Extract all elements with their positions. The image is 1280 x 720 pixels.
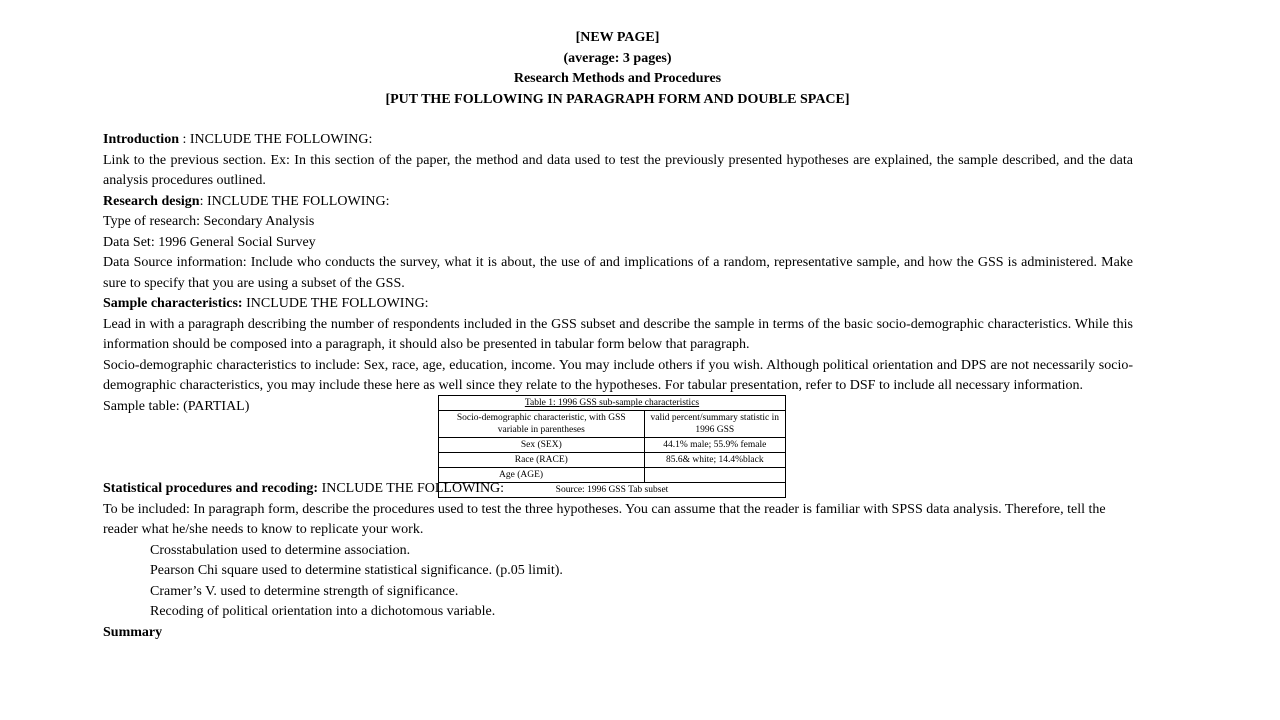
design-after: : INCLUDE THE FOLLOWING: xyxy=(199,193,390,209)
sample-table-label: Sample table: (PARTIAL) xyxy=(103,398,250,414)
table-source: Source: 1996 GSS Tab subset xyxy=(439,483,786,498)
table-header-statistic: valid percent/summary statistic in 1996 GSS xyxy=(644,411,785,438)
page-header xyxy=(0,28,1235,111)
sample-table xyxy=(438,395,786,498)
stats-paragraph: To be included: In paragraph form, describe the procedures used to test the three hypotheses. You can assume that the reader is familiar with SPSS data analysis. Therefore, tell the reader what he/she needs to know to replicate your work. xyxy=(103,501,1106,537)
intro-title: Introduction xyxy=(103,132,179,147)
summary-heading xyxy=(103,623,1133,644)
design-dataset: Data Set: 1996 General Social Survey xyxy=(103,234,316,250)
table-row xyxy=(439,468,786,483)
table-caption: Table 1: 1996 GSS sub-sample characteristics xyxy=(439,396,786,411)
design-title: Research design xyxy=(103,193,200,209)
bullet-item xyxy=(103,602,1133,623)
bullet-icon xyxy=(103,541,150,562)
bullet-item xyxy=(103,541,1133,562)
bullet-text: Pearson Chi square used to determine statistical significance. (p.05 limit). xyxy=(150,563,563,578)
table-header-row xyxy=(439,411,786,438)
stats-title: Statistical procedures and recoding: xyxy=(103,481,319,496)
summary-title: Summary xyxy=(103,624,163,640)
bullet-text: Crosstabulation used to determine association. xyxy=(150,542,411,558)
sample-heading xyxy=(103,294,1133,315)
bullet-item xyxy=(103,561,1133,582)
header-average: (average: 3 pages) xyxy=(563,50,672,66)
document-body xyxy=(103,130,1133,643)
bullet-icon xyxy=(103,582,150,603)
sample-after: INCLUDE THE FOLLOWING: xyxy=(242,296,429,311)
table-cell-statistic: 44.1% male; 55.9% female xyxy=(644,438,785,453)
table-caption-row xyxy=(439,396,786,411)
table-row xyxy=(439,453,786,468)
design-source: Data Source information: Include who conducts the survey, what it is about, the use of and implications of a random, representative sample, and how the GSS is administered. Make sure to specify that you are using a subset of the GSS. xyxy=(103,255,1133,291)
table-cell-statistic xyxy=(644,468,785,483)
table-cell-statistic: 85.6& white; 14.4%black xyxy=(644,453,785,468)
intro-after: : INCLUDE THE FOLLOWING: xyxy=(178,132,373,147)
sample-paragraph-2: Socio-demographic characteristics to include: Sex, race, age, education, income. You may include others if you wish. Although political orientation and DPS are not necessarily socio-demographic characteristics, you may include these here as well since they relate to the hypotheses. For tabular presentation, refer to DSF to include all necessary information. xyxy=(103,357,1133,393)
intro-text: Link to the previous section. Ex: In this section of the paper, the method and data used to test the previously presented hypotheses are explained, the sample described, and the data analysis procedures outlined. xyxy=(103,152,1133,188)
sample-title: Sample characteristics: xyxy=(103,296,243,311)
table-header-characteristic: Socio-demographic characteristic, with GSS variable in parentheses xyxy=(439,411,645,438)
bullet-icon xyxy=(103,602,150,623)
header-new-page: [NEW PAGE] xyxy=(575,30,660,45)
stats-after: INCLUDE THE FOLLOWING: xyxy=(318,481,505,496)
sample-paragraph-1: Lead in with a paragraph describing the number of respondents included in the GSS subset and describe the sample in terms of the basic socio-demographic characteristics. While this information should be composed into a paragraph, it should also be presented in tabular form below that paragraph. xyxy=(103,316,1133,352)
table-cell-characteristic: Race (RACE) xyxy=(439,453,645,468)
intro-heading xyxy=(103,130,1133,151)
design-type: Type of research: Secondary Analysis xyxy=(103,214,315,229)
header-instruction: [PUT THE FOLLOWING IN PARAGRAPH FORM AND DOUBLE SPACE] xyxy=(385,92,850,108)
bullet-text: Recoding of political orientation into a dichotomous variable. xyxy=(150,604,496,619)
bullet-text: Cramer’s V. used to determine strength of significance. xyxy=(150,583,459,599)
table-source-row xyxy=(439,483,786,498)
table-cell-characteristic: Sex (SEX) xyxy=(439,438,645,453)
table-row xyxy=(439,438,786,453)
bullet-item xyxy=(103,582,1133,603)
table-cell-characteristic: Age (AGE) xyxy=(439,468,645,483)
header-title: Research Methods and Procedures xyxy=(513,71,722,87)
design-heading xyxy=(103,192,1133,213)
bullet-icon xyxy=(103,561,150,582)
